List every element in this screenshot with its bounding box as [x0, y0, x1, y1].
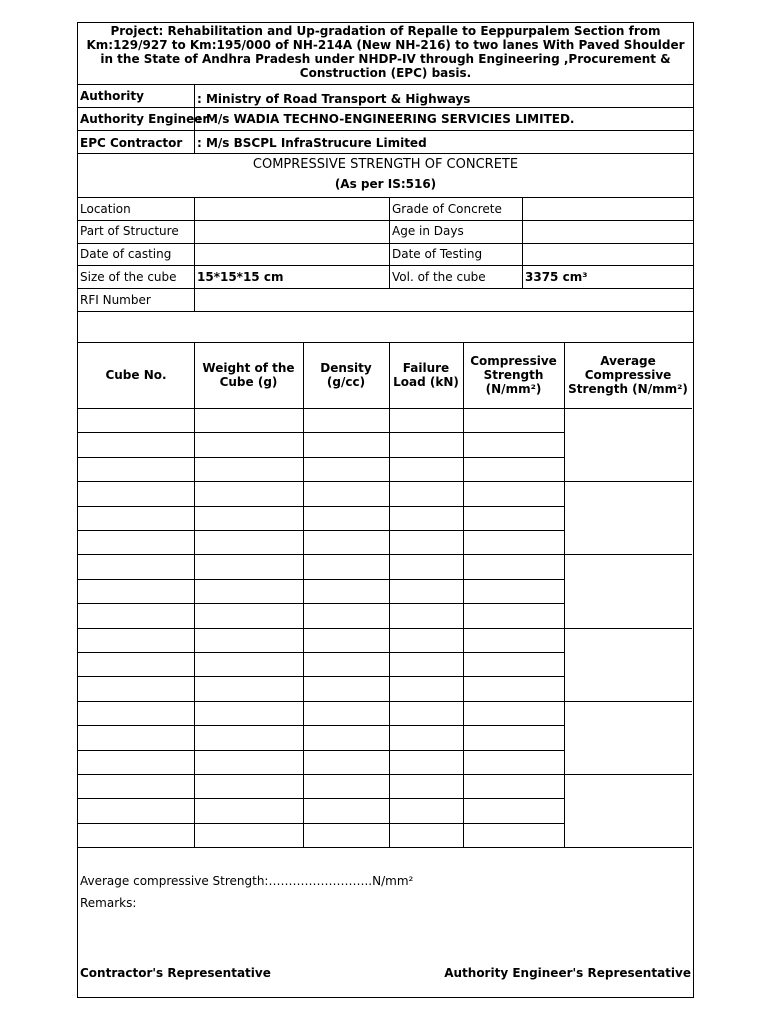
header-density — [303, 342, 389, 408]
column-rule — [564, 342, 565, 847]
group-rule — [78, 774, 692, 775]
row-rule — [78, 725, 564, 726]
test-report-form — [77, 22, 694, 998]
results-table — [78, 342, 692, 847]
cube-size-value: 15*15*15 cm — [197, 270, 284, 284]
header-average-line: Compressive — [584, 368, 672, 382]
date-of-casting-label: Date of casting — [80, 247, 172, 261]
table-rule — [78, 408, 692, 409]
header-weight — [194, 342, 303, 408]
group-rule — [78, 481, 692, 482]
row-rule — [78, 432, 564, 433]
group-rule — [78, 628, 692, 629]
header-weight-line: Cube (g) — [219, 375, 278, 389]
row-rule — [78, 603, 564, 604]
group-rule — [78, 701, 692, 702]
row-rule — [78, 506, 564, 507]
date-of-testing-label: Date of Testing — [392, 247, 483, 261]
header-cube-no — [78, 342, 194, 408]
rfi-number-label: RFI Number — [80, 293, 151, 307]
row-rule — [78, 457, 564, 458]
authority-value: : Ministry of Road Transport & Highways — [197, 92, 471, 106]
divider — [78, 288, 693, 289]
row-rule — [78, 676, 564, 677]
cube-volume-label: Vol. of the cube — [392, 270, 486, 284]
header-compressive-strength — [463, 342, 564, 408]
location-label: Location — [80, 202, 131, 216]
remarks-label: Remarks: — [80, 896, 137, 910]
project-line-1: Project: Rehabilitation and Up-gradation of Repalle to Eeppurpalem Section from — [110, 24, 661, 38]
column-rule — [303, 342, 304, 847]
header-average-line: Strength (N/mm²) — [568, 382, 688, 396]
authority-label: Authority — [80, 89, 144, 103]
divider — [78, 130, 693, 131]
grade-of-concrete-label: Grade of Concrete — [392, 202, 502, 216]
column-rule — [463, 342, 464, 847]
header-average-strength — [564, 342, 692, 408]
header-average-line: Average — [600, 354, 656, 368]
project-line-2: Km:129/927 to Km:195/000 of NH-214A (New NH-216) to two lanes With Paved Shoulder — [86, 38, 685, 52]
form-subtitle: (As per IS:516) — [334, 177, 437, 191]
divider — [78, 153, 693, 154]
header-load-line: Load (kN) — [393, 375, 459, 389]
divider — [389, 197, 390, 288]
divider — [78, 197, 693, 198]
header-strength-line: (N/mm²) — [485, 382, 542, 396]
engineer-signature-label: Authority Engineer's Representative — [444, 966, 691, 980]
column-rule — [194, 342, 195, 847]
epc-contractor-value: : M/s BSCPL InfraStrucure Limited — [197, 136, 427, 150]
row-rule — [78, 652, 564, 653]
form-title: COMPRESSIVE STRENGTH OF CONCRETE — [252, 157, 519, 172]
row-rule — [78, 579, 564, 580]
age-in-days-label: Age in Days — [392, 224, 464, 238]
authority-engineer-label: Authority Engineer — [80, 112, 209, 126]
project-line-3: in the State of Andhra Pradesh under NHDP-IV through Engineering ,Procurement & — [100, 52, 671, 66]
project-description — [78, 24, 693, 80]
epc-contractor-label: EPC Contractor — [80, 136, 183, 150]
divider — [78, 220, 693, 221]
header-strength-line: Compressive — [470, 354, 557, 368]
part-of-structure-label: Part of Structure — [80, 224, 179, 238]
header-density-line: Density — [320, 361, 372, 375]
group-rule — [78, 847, 692, 848]
authority-engineer-value: : M/s WADIA TECHNO-ENGINEERING SERVICIES LIMITED. — [197, 112, 575, 126]
cube-size-label: Size of the cube — [80, 270, 177, 284]
header-density-line: (g/cc) — [326, 375, 366, 389]
row-rule — [78, 823, 564, 824]
group-rule — [78, 554, 692, 555]
column-rule — [389, 342, 390, 847]
divider — [78, 107, 693, 108]
cube-volume-value: 3375 cm³ — [525, 270, 588, 284]
divider — [78, 243, 693, 244]
divider — [194, 197, 195, 311]
contractor-signature-label: Contractor's Representative — [80, 966, 271, 980]
header-failure-load — [389, 342, 463, 408]
header-strength-line: Strength — [483, 368, 544, 382]
row-rule — [78, 798, 564, 799]
header-weight-line: Weight of the — [202, 361, 295, 375]
table-rule — [78, 342, 692, 343]
row-rule — [78, 750, 564, 751]
divider — [78, 84, 693, 85]
divider — [522, 197, 523, 288]
row-rule — [78, 530, 564, 531]
divider — [78, 311, 693, 312]
header-load-line: Failure — [402, 361, 450, 375]
project-line-4: Construction (EPC) basis. — [299, 66, 472, 80]
average-strength-line: Average compressive Strength:……………………..N/mm² — [80, 874, 414, 888]
header-cube-no-text: Cube No. — [105, 368, 167, 382]
divider — [78, 265, 693, 266]
